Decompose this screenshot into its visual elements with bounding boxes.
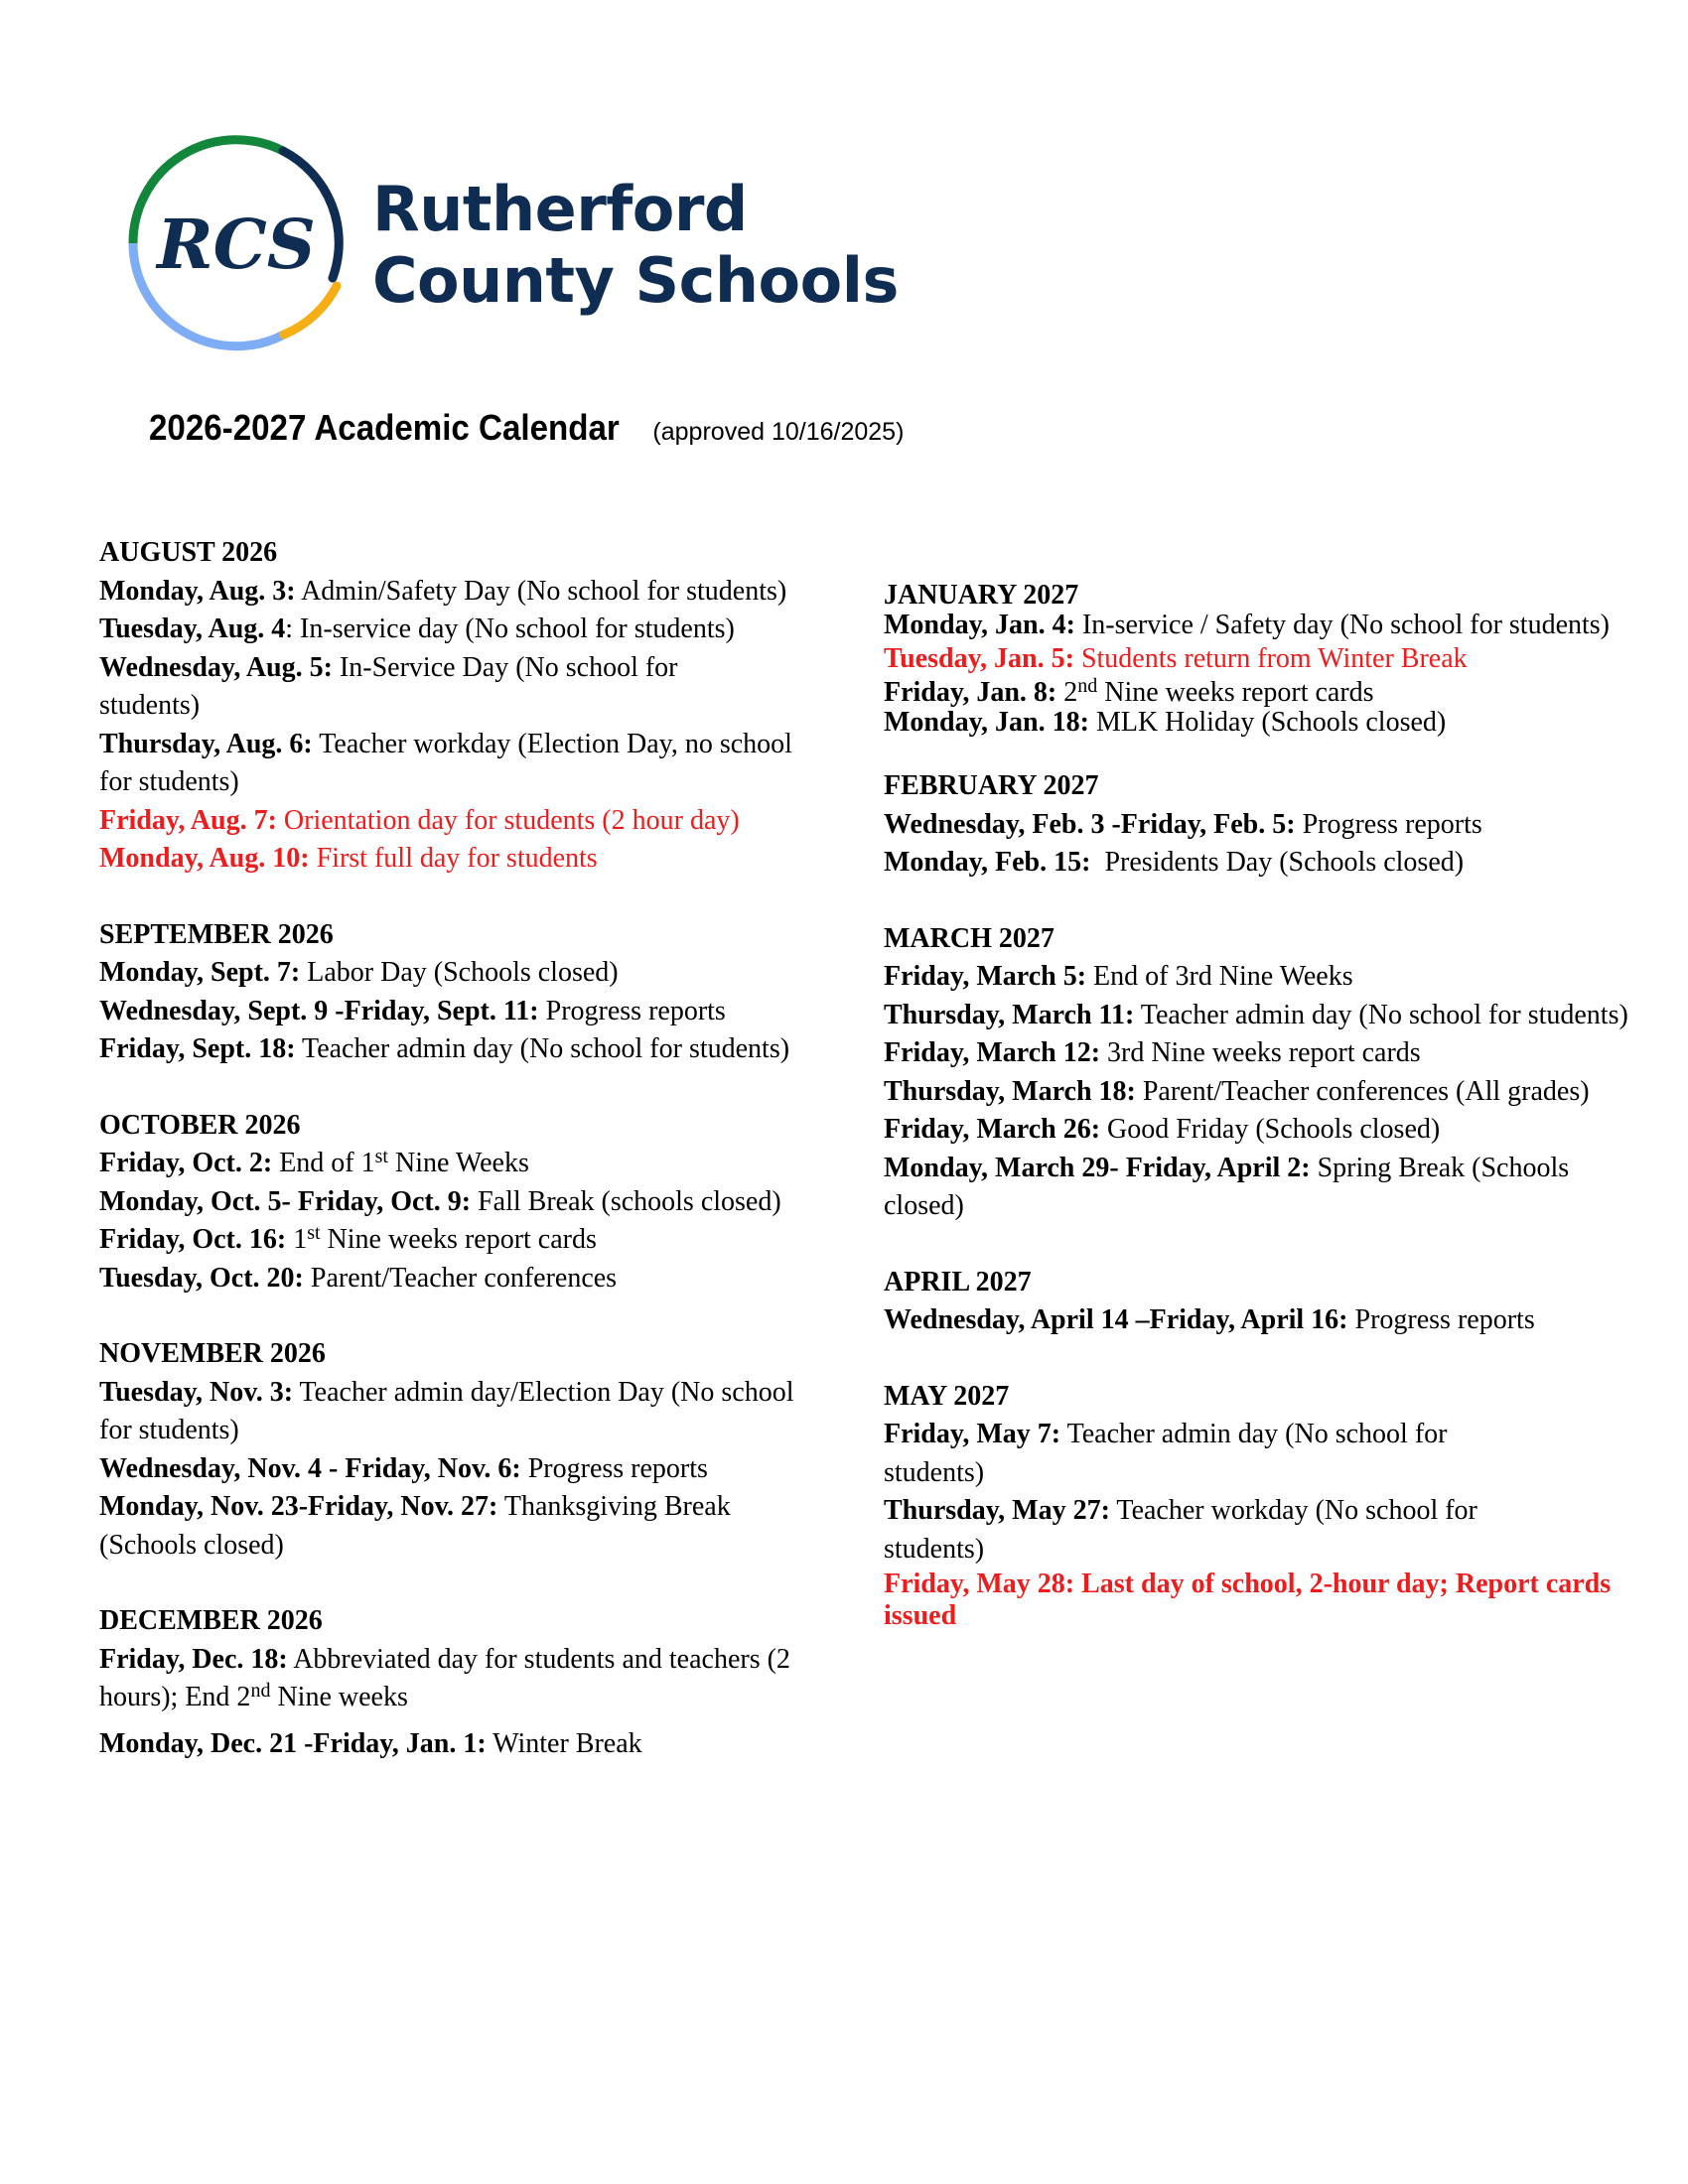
- event-date: Monday, Nov. 23-Friday, Nov. 27:: [99, 1491, 498, 1522]
- event-date: Monday, Feb. 15:: [884, 847, 1091, 878]
- event-date: Friday, Dec. 18:: [99, 1643, 288, 1675]
- event-date: Monday, Aug. 3:: [99, 575, 296, 607]
- event-description: Progress reports: [1295, 808, 1482, 840]
- event-description: Abbreviated day for students and teachers (2 hours); End 2: [99, 1643, 790, 1712]
- event-item: [99, 611, 814, 649]
- event-date: Tuesday, Nov. 3:: [99, 1376, 294, 1408]
- event-date: Tuesday, Aug. 4: [99, 614, 286, 644]
- district-name-line2: County Schools: [372, 244, 899, 317]
- calendar-header: [149, 407, 943, 449]
- event-item: [884, 844, 1638, 883]
- event-description: Teacher admin day (No school for students): [884, 1419, 1448, 1488]
- event-date: Friday, March 26:: [884, 1114, 1101, 1145]
- event-description: : In-service day (No school for students): [285, 614, 735, 644]
- event-date: Wednesday, Nov. 4 - Friday, Nov. 6:: [99, 1452, 521, 1484]
- event-date: Thursday, March 18:: [884, 1075, 1136, 1107]
- event-description: Nine weeks report cards: [320, 1224, 597, 1255]
- event-date: Thursday, Aug. 6:: [99, 728, 313, 759]
- event-item: [99, 649, 695, 726]
- event-item: [884, 708, 1638, 738]
- event-description: Presidents Day (Schools closed): [1090, 847, 1465, 878]
- month-heading: MAY 2027: [884, 1380, 1010, 1412]
- month-heading: MARCH 2027: [884, 922, 1055, 954]
- event-date: Monday, Jan. 4:: [884, 610, 1075, 640]
- right-column: [884, 581, 1638, 1632]
- rcs-circle-logo-icon: [119, 119, 367, 367]
- ordinal-suffix: nd: [250, 1680, 271, 1702]
- event-description: Teacher admin day (No school for students): [1134, 999, 1628, 1030]
- month-august-2026: [99, 534, 814, 879]
- event-item: [99, 1145, 814, 1183]
- event-date: Wednesday, Feb. 3 -Friday, Feb. 5:: [884, 808, 1296, 840]
- event-item: [884, 1416, 1519, 1492]
- event-description: Parent/Teacher conferences: [303, 1262, 618, 1294]
- month-heading: JANUARY 2027: [884, 580, 1079, 611]
- event-item: [99, 1183, 814, 1222]
- event-description: Students return from Winter Break: [1073, 643, 1468, 674]
- month-february-2027: [884, 767, 1638, 883]
- event-date: Friday, Oct. 2:: [99, 1148, 273, 1178]
- event-item: [99, 1030, 814, 1069]
- event-description: Fall Break (schools closed): [471, 1185, 781, 1217]
- event-item: [884, 1111, 1638, 1150]
- month-october-2026: [99, 1107, 814, 1298]
- month-heading: DECEMBER 2026: [99, 1605, 323, 1636]
- event-description: Nine Weeks: [387, 1148, 529, 1178]
- event-description: Progress reports: [1347, 1304, 1535, 1335]
- approval-note: (approved 10/16/2025): [652, 418, 905, 446]
- event-item: [99, 1260, 814, 1298]
- month-april-2027: [884, 1264, 1638, 1340]
- event-description: MLK Holiday (Schools closed): [1088, 707, 1447, 738]
- event-description: Last day of school, 2-hour day; Report cards issued: [884, 1569, 1612, 1631]
- event-item: [884, 1150, 1638, 1226]
- event-date: Thursday, May 27:: [884, 1495, 1110, 1526]
- event-date: Wednesday, Sept. 9 -Friday, Sept. 11:: [99, 995, 539, 1026]
- month-heading: APRIL 2027: [884, 1266, 1032, 1297]
- ordinal-suffix: st: [374, 1146, 388, 1167]
- left-column: [99, 534, 814, 1763]
- event-item-highlighted: [884, 640, 1638, 678]
- event-description: First full day for students: [309, 843, 598, 874]
- event-item: [99, 726, 814, 802]
- event-item: [884, 1301, 1638, 1340]
- event-description: 3rd Nine weeks report cards: [1100, 1037, 1421, 1068]
- month-december-2026: [99, 1602, 814, 1763]
- event-date: Wednesday, Aug. 5:: [99, 651, 333, 683]
- event-description: Progress reports: [538, 995, 726, 1026]
- event-item: [884, 675, 1638, 708]
- month-may-2027: [884, 1378, 1638, 1633]
- event-description: Teacher workday (Election Day, no school for students): [99, 728, 792, 797]
- event-description: Orientation day for students (2 hour day): [276, 804, 740, 836]
- event-description: Teacher admin day/Election Day (No school for students): [99, 1376, 794, 1445]
- month-january-2027: [884, 581, 1638, 738]
- event-date: Friday, Oct. 16:: [99, 1224, 287, 1255]
- event-item-highlighted: [884, 1569, 1638, 1632]
- month-heading: AUGUST 2026: [99, 537, 278, 568]
- event-date: Monday, Jan. 18:: [884, 707, 1089, 738]
- event-date: Friday, Sept. 18:: [99, 1033, 296, 1064]
- month-september-2026: [99, 916, 814, 1069]
- event-description: 2: [1056, 677, 1078, 708]
- event-item: [884, 1034, 1638, 1073]
- event-description: Winter Break: [486, 1727, 642, 1759]
- event-item: [884, 958, 1638, 997]
- ordinal-suffix: nd: [1077, 675, 1098, 697]
- event-description: Good Friday (Schools closed): [1100, 1114, 1441, 1145]
- event-date: Monday, Oct. 5- Friday, Oct. 9:: [99, 1185, 472, 1217]
- event-item: [884, 1073, 1638, 1112]
- event-description: Admin/Safety Day (No school for students): [295, 575, 787, 607]
- month-march-2027: [884, 920, 1638, 1226]
- month-heading: FEBRUARY 2027: [884, 770, 1099, 801]
- event-description: Progress reports: [520, 1452, 708, 1484]
- ordinal-suffix: st: [307, 1222, 321, 1244]
- event-description: Labor Day (Schools closed): [300, 957, 619, 988]
- event-item: [884, 611, 1638, 640]
- event-description: Nine weeks: [270, 1682, 408, 1712]
- event-date: Friday, March 12:: [884, 1037, 1101, 1068]
- month-heading: NOVEMBER 2026: [99, 1338, 326, 1369]
- event-item-highlighted: [99, 802, 814, 841]
- event-description: End of 1: [272, 1148, 375, 1178]
- event-date: Friday, March 5:: [884, 961, 1087, 992]
- event-description: Teacher admin day (No school for students): [295, 1033, 790, 1064]
- event-date: Monday, March 29- Friday, April 2:: [884, 1152, 1311, 1183]
- event-date: Monday, Sept. 7:: [99, 957, 301, 988]
- event-date: Wednesday, April 14 –Friday, April 16:: [884, 1304, 1348, 1335]
- event-item: [884, 806, 1638, 845]
- event-description: End of 3rd Nine Weeks: [1086, 961, 1353, 992]
- event-item: [99, 1450, 814, 1489]
- month-heading: SEPTEMBER 2026: [99, 918, 334, 950]
- event-item: [884, 1492, 1489, 1569]
- event-item: [99, 1641, 814, 1717]
- event-item: [99, 954, 814, 993]
- district-name-line1: Rutherford: [372, 173, 748, 245]
- event-item: [99, 1725, 814, 1764]
- event-description: Parent/Teacher conferences (All grades): [1135, 1075, 1590, 1107]
- event-description: Spring Break (Schools closed): [884, 1152, 1570, 1221]
- month-november-2026: [99, 1335, 814, 1565]
- district-logo: [119, 119, 1013, 377]
- event-description: In-service / Safety day (No school for students): [1074, 610, 1611, 640]
- event-date: Thursday, March 11:: [884, 999, 1135, 1030]
- event-date: Monday, Dec. 21 -Friday, Jan. 1:: [99, 1727, 487, 1759]
- event-item: [99, 573, 814, 612]
- event-date: Friday, May 7:: [884, 1419, 1061, 1449]
- event-item: [99, 1488, 814, 1565]
- event-date: Tuesday, Oct. 20:: [99, 1262, 304, 1294]
- event-item-highlighted: [99, 840, 814, 879]
- month-heading: OCTOBER 2026: [99, 1109, 301, 1141]
- district-name: [372, 174, 899, 317]
- event-item: [99, 1221, 814, 1260]
- page-title: 2026-2027 Academic Calendar: [149, 407, 620, 448]
- event-date: Tuesday, Jan. 5:: [884, 643, 1074, 674]
- event-description: 1: [286, 1224, 308, 1255]
- event-date: Friday, May 28:: [884, 1569, 1075, 1599]
- event-date: Friday, Jan. 8:: [884, 677, 1057, 708]
- event-item: [884, 997, 1638, 1035]
- event-item: [99, 993, 814, 1031]
- event-description: Teacher workday (No school for students): [884, 1495, 1477, 1565]
- event-item: [99, 1374, 814, 1450]
- svg-text:RCS: RCS: [157, 205, 316, 285]
- event-date: Friday, Aug. 7:: [99, 804, 277, 836]
- event-description: Thanksgiving Break (Schools closed): [99, 1491, 731, 1561]
- event-description: In-Service Day (No school for students): [99, 651, 678, 721]
- event-date: Monday, Aug. 10:: [99, 843, 310, 874]
- event-description: Nine weeks report cards: [1097, 677, 1374, 708]
